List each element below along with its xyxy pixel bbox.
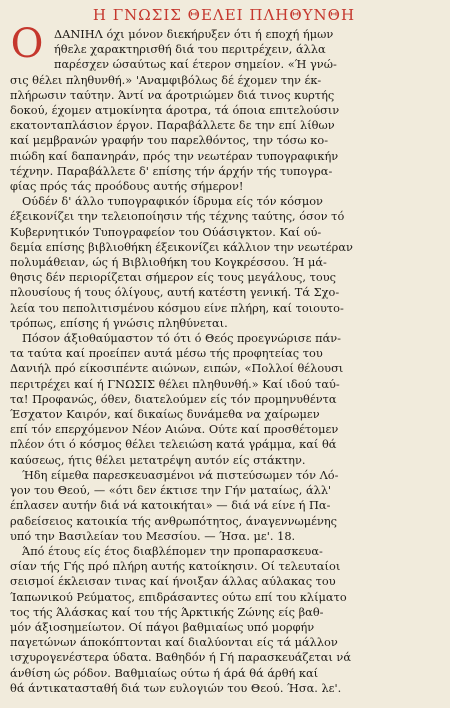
text-line: μόν άξιοσημείωτον. Οί πάγοι βαθμιαίως υπό μορφήν bbox=[10, 619, 315, 634]
text-line: λεία του πεπολιτισμένου κόσμου είνε πλήρη, καί τοιουτο- bbox=[10, 300, 344, 315]
text-line: τέχνην. Παραβάλλετε δ' επίσης τήν άρχήν τής τυπογρα- bbox=[10, 163, 333, 178]
text-line: Έσχατον Καιρόν, καί δικαίως δυνάμεθα να χαίρωμεν bbox=[10, 407, 320, 422]
text-line: σεισμοί έκλεισαν τινας καί ήνοιξαν άλλας αύλακας του bbox=[10, 574, 336, 589]
text-line: υπό την Βασιλείαν του Μεσσίου. — Ήσα. με'. 18. bbox=[10, 528, 296, 543]
text-line: Κυβερνητικόν Τυπογραφείον του Ούάσιγκτον. Καί ού- bbox=[10, 224, 322, 239]
text-line: θησις δέν περιορίζεται σήμερον είς τους μεγάλους, τους bbox=[10, 270, 336, 285]
text-line: πλουσίους ή τους όλίγους, αυτή κατέστη γενική. Τά Σχο- bbox=[10, 285, 340, 300]
text-line: ισχυρογενέστερα ύδατα. Βαθηδόν ή Γή παρασκευάζεται νά bbox=[10, 650, 351, 665]
drop-cap: Ο bbox=[10, 21, 44, 67]
text-line: πλήρωσιν ταύτην. Άντί να άροτριώμεν διά τινος κυρτής bbox=[10, 87, 335, 102]
text-line: παρέσχεν ώσαύτως καί έτερον σημείον. «Ή γνώ- bbox=[54, 57, 337, 72]
text-line: ήθελε χαρακτηρισθή διά του περιτρέχειν, άλλα bbox=[54, 42, 326, 57]
text-line: σίαν τής Γής πρό πλήρη αυτής κατοίκησιν. Οί τελευταίοι bbox=[10, 559, 341, 574]
text-line: δεμία επίσης βιβλιοθήκη έξεικονίζει κάλλιον την νεωτέραν bbox=[10, 239, 353, 254]
text-line: ραδείσειος κατοικία τής ανθρωπότητος, άναγεννωμένης bbox=[10, 513, 338, 528]
text-line: πιώδη καί δαπανηράν, πρός την νεωτέραν τυπογραφικήν bbox=[10, 148, 339, 163]
text-line: τα ταύτα καί προείπεν αυτά μέσω τής προφητείας του bbox=[10, 346, 323, 361]
text-line: Ήδη είμεθα παρεσκευασμένοι νά πιστεύσωμεν τόν Λό- bbox=[22, 467, 339, 482]
text-line: καύσεως, ήτις θέλει μετατρέψη αυτόν είς στάκτην. bbox=[10, 452, 306, 467]
text-line: πλέον ότι ό κόσμος θέλει τελειώση κατά γράμμα, καί θά bbox=[10, 437, 337, 452]
text-line: έπλασεν αυτήν διά νά κατοικήται» — διά νά είνε ή Πα- bbox=[10, 498, 331, 513]
text-line: έξεικονίζει την τελειοποίησιν τής τέχνης ταύτης, όσον τό bbox=[10, 209, 345, 224]
text-line: Πόσον άξιοθαύμαστον τό ότι ό Θεός προεγνώρισε πάν- bbox=[22, 331, 341, 346]
text-line: άνθίση ώς ρόδον. Βαθμιαίως ούτω ή άρά θά άρθή καί bbox=[10, 665, 319, 680]
text-line: επί τόν επερχόμενον Νέον Αιώνα. Ούτε καί προσθέτομεν bbox=[10, 422, 339, 437]
text-line: δοκού, έχομεν ατμοκίνητα άροτρα, τά όποια επιτελούσιν bbox=[10, 103, 340, 118]
text-line: πολυμάθειαν, ώς ή Βιβλιοθήκη του Κογκρέσσου. Ή μά- bbox=[10, 255, 327, 270]
text-line: γον του Θεού, — «ότι δεν έκτισε την Γήν ματαίως, άλλ' bbox=[10, 483, 332, 498]
article-title: Η ΓΝΩΣΙΣ ΘΕΛΕΙ ΠΛΗΘΥΝΘΗ bbox=[92, 6, 356, 24]
text-line: φίας πρός τάς προόδους αυτής σήμερον! bbox=[10, 179, 244, 194]
text-line: εκατονταπλάσιον έργον. Παραβάλλετε δε την επί λίθων bbox=[10, 118, 335, 133]
text-line: τα! Προφανώς, όθεν, διατελούμεν είς τόν προμηνυθέντα bbox=[10, 391, 337, 406]
text-line: Ούδέν δ' άλλο τυπογραφικόν ίδρυμα είς τόν κόσμον bbox=[22, 194, 323, 209]
text-line: Δανιήλ πρό είκοσιπέντε αιώνων, ειπών, «Πολλοί θέλουσι bbox=[10, 361, 344, 376]
text-line: ΔΑΝΙΗΛ όχι μόνον διεκήρυξεν ότι ή εποχή ήμων bbox=[54, 27, 334, 41]
text-line: τρόπως, επίσης ή γνώσις πληθύνεται. bbox=[10, 315, 228, 330]
text-line: τος τής Άλάσκας καί του τής Άρκτικής Ζώνης είς βαθ- bbox=[10, 604, 324, 619]
text-line: καί μεμβρανών γραφήν του παρελθόντος, την τόσω κο- bbox=[10, 133, 329, 148]
text-line: Ίαπωνικού Ρεύματος, επιδράσαντες ούτω επί του κλίματο bbox=[10, 589, 347, 604]
text-line: Άπό έτους είς έτος διαβλέπομεν την προπαρασκευα- bbox=[22, 543, 323, 558]
text-line: περιτρέχει καί ή ΓΝΩΣΙΣ θέλει πληθυνθή.» Καί ιδού ταύ- bbox=[10, 376, 340, 391]
article-body bbox=[10, 21, 438, 696]
text-line: παγετώνων άποκόπτονται καί διαλύονται είς τά μάλλον bbox=[10, 635, 338, 650]
text-line: θά άντικατασταθή διά των ευλογιών του Θεού. Ήσα. λε'. bbox=[10, 680, 342, 695]
text-line: σις θέλει πληθυνθή.» 'Αναμφιβόλως δέ έχομεν την έκ- bbox=[10, 72, 322, 87]
